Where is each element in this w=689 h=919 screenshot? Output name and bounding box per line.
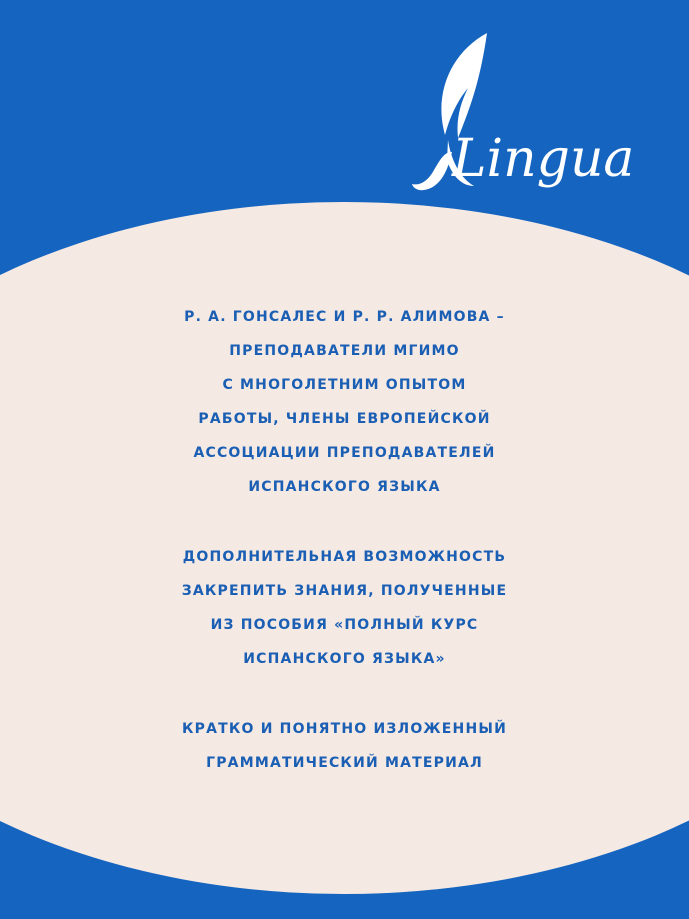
text-line: ИЗ ПОСОБИЯ «ПОЛНЫЙ КУРС [210,617,479,633]
logo-text: Lingua [452,129,635,189]
text-line: ЗАКРЕПИТЬ ЗНАНИЯ, ПОЛУЧЕННЫЕ [181,583,508,599]
text-line: КРАТКО И ПОНЯТНО ИЗЛОЖЕННЫЙ [181,721,507,737]
text-line: ГРАММАТИЧЕСКИЙ МАТЕРИАЛ [206,755,483,771]
text-line: ДОПОЛНИТЕЛЬНАЯ ВОЗМОЖНОСТЬ [182,549,507,565]
text-line: ИСПАНСКОГО ЯЗЫКА» [243,651,446,667]
paragraph-authors [0,300,689,504]
text-line: ИСПАНСКОГО ЯЗЫКА [248,479,441,495]
text-line: ПРЕПОДАВАТЕЛИ МГИМО [229,343,460,359]
paragraph-opportunity [0,540,689,676]
text-line: РАБОТЫ, ЧЛЕНЫ ЕВРОПЕЙСКОЙ [198,411,491,427]
text-line: Р. А. ГОНСАЛЕС И Р. Р. АЛИМОВА – [184,309,505,325]
paragraph-grammar [0,712,689,780]
text-line: АССОЦИАЦИИ ПРЕПОДАВАТЕЛЕЙ [193,445,496,461]
text-line: С МНОГОЛЕТНИМ ОПЫТОМ [222,377,467,393]
